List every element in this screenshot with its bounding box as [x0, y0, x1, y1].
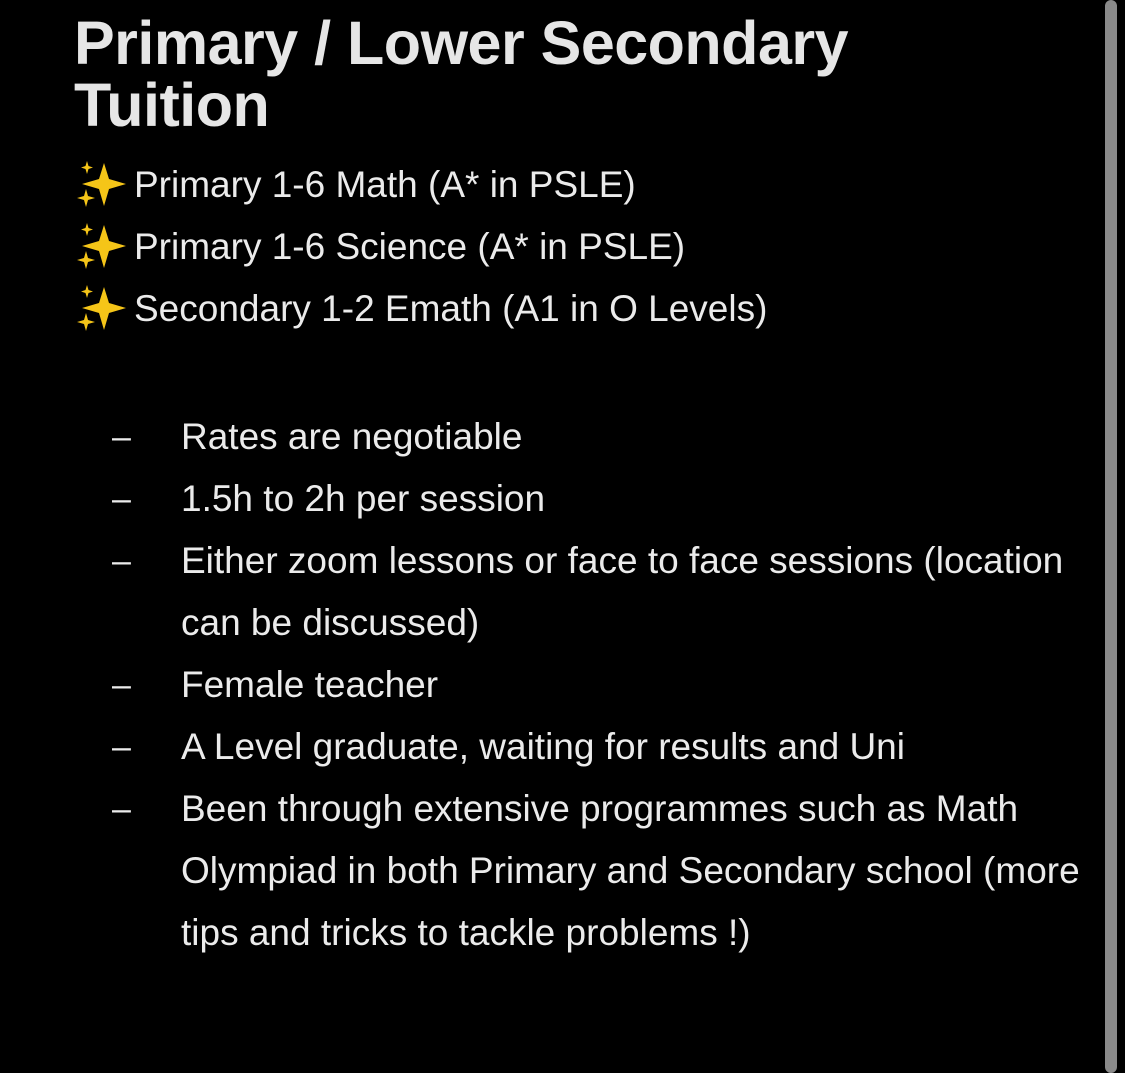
dash-marker: – — [112, 418, 131, 456]
subject-item — [74, 154, 1084, 216]
vertical-scrollbar[interactable] — [1105, 0, 1117, 1073]
dash-marker: – — [112, 728, 131, 766]
sparkles-icon — [74, 221, 130, 273]
detail-item — [74, 406, 1084, 468]
sparkles-icon — [74, 283, 130, 335]
detail-text: Been through extensive programmes such as Math Olympiad in both Primary and Secondary school (more tips and tricks to tackle problems !) — [181, 788, 1080, 953]
detail-text: 1.5h to 2h per session — [181, 478, 546, 519]
detail-item — [74, 778, 1084, 964]
sparkles-icon — [74, 159, 130, 211]
detail-text: Either zoom lessons or face to face sessions (location can be discussed) — [181, 540, 1064, 643]
dash-marker: – — [112, 666, 131, 704]
detail-list — [74, 406, 1084, 964]
subject-item — [74, 278, 1084, 340]
subject-text: Primary 1-6 Science (A* in PSLE) — [134, 226, 686, 267]
detail-item — [74, 716, 1084, 778]
title-line-2: Tuition — [74, 71, 270, 139]
note-content[interactable] — [74, 0, 1084, 964]
detail-item — [74, 530, 1084, 654]
subject-text: Primary 1-6 Math (A* in PSLE) — [134, 164, 636, 205]
subject-text: Secondary 1-2 Emath (A1 in O Levels) — [134, 288, 768, 329]
page-title — [74, 0, 1084, 139]
dash-marker: – — [112, 542, 131, 580]
detail-item — [74, 654, 1084, 716]
detail-item — [74, 468, 1084, 530]
dash-marker: – — [112, 480, 131, 518]
title-line-1: Primary / Lower Secondary — [74, 9, 849, 77]
detail-text: A Level graduate, waiting for results and Uni — [181, 726, 905, 767]
subject-list — [74, 154, 1084, 340]
detail-text: Female teacher — [181, 664, 439, 705]
dash-marker: – — [112, 790, 131, 828]
subject-item — [74, 216, 1084, 278]
detail-text: Rates are negotiable — [181, 416, 523, 457]
